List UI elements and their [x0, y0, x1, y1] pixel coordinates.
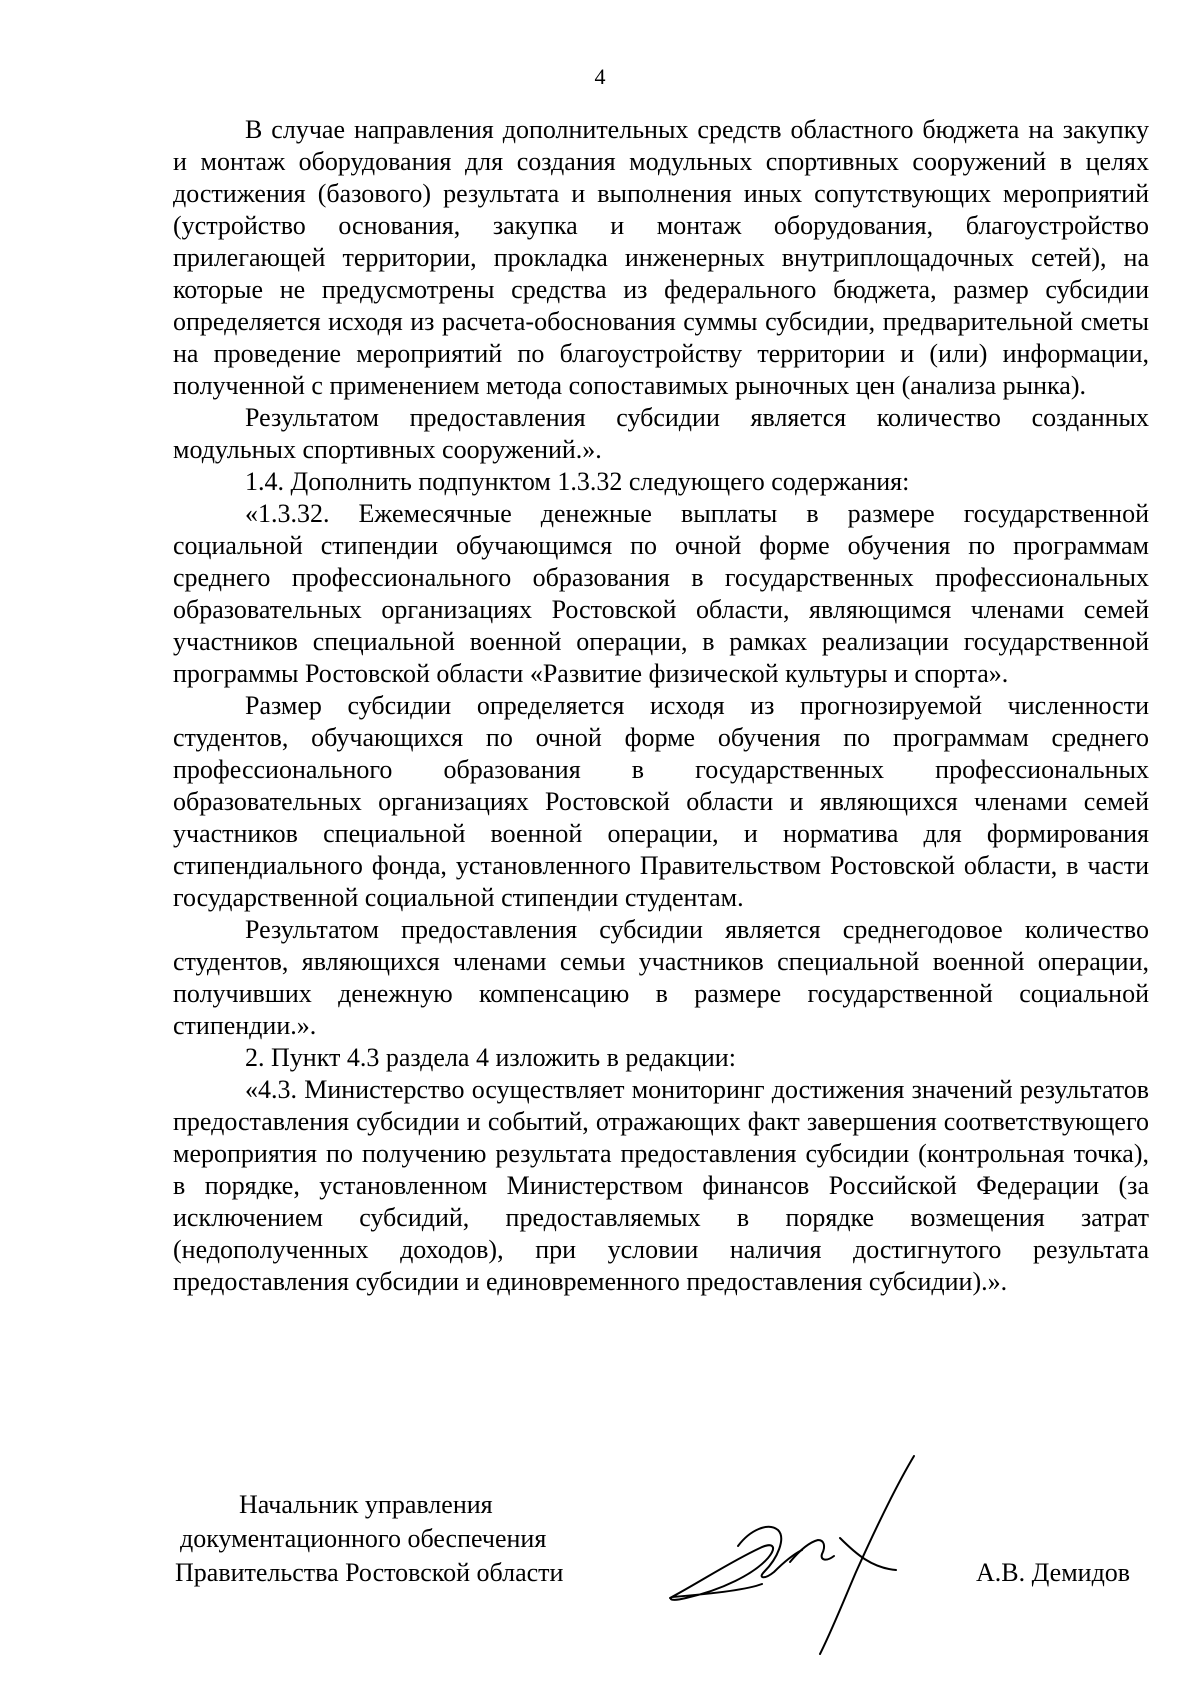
- paragraph-result-students: Результатом предоставления субсидии является среднегодовое количество студентов, являющихся членами семьи участников специальной военной операции, получивших денежную компенсацию в размере государственной социальной стипендии.».: [173, 915, 1149, 1040]
- signer-position-line-3: Правительства Ростовской области: [175, 1558, 564, 1587]
- page-number: 4: [594, 64, 606, 89]
- signer-name: А.В. Демидов: [976, 1558, 1131, 1587]
- document-body: [173, 114, 1149, 1298]
- paragraph-subpoint-1-3-32: «1.3.32. Ежемесячные денежные выплаты в размере государственной социальной стипендии обучающимся по очной форме обучения по программам среднего профессионального образования в государственных профессиональных образовательных организациях Ростовской области, являющимся членами семей участников специальной военной операции, в рамках реализации государственной программы Ростовской области «Развитие физической культуры и спорта».: [173, 499, 1149, 688]
- paragraph-result-modular-facilities: Результатом предоставления субсидии является количество созданных модульных спортивных сооружений.».: [173, 403, 1149, 464]
- paragraph-amendment-1-4: 1.4. Дополнить подпунктом 1.3.32 следующего содержания:: [245, 467, 910, 496]
- paragraph-amendment-2: 2. Пункт 4.3 раздела 4 изложить в редакции:: [245, 1043, 736, 1072]
- signer-position-line-1: Начальник управления: [239, 1490, 493, 1519]
- paragraph-point-4-3: «4.3. Министерство осуществляет мониторинг достижения значений результатов предоставления субсидии и событий, отражающих факт завершения соответствующего мероприятия по получению результата предоставления субсидии (контрольная точка), в порядке, установленном Министерством финансов Российской Федерации (за исключением субсидий, предоставляемых в порядке возмещения затрат (недополученных доходов), при условии наличия достигнутого результата предоставления субсидии и единовременного предоставления субсидии).».: [173, 1075, 1149, 1296]
- handwritten-signature: [660, 1450, 950, 1660]
- paragraph-subsidy-size: Размер субсидии определяется исходя из прогнозируемой численности студентов, обучающихся по очной форме обучения по программам среднего профессионального образования в государственных профессиональных образовательных организациях Ростовской области и являющихся членами семей участников специальной военной операции, и норматива для формирования стипендиального фонда, установленного Правительством Ростовской области, в части государственной социальной стипендии студентам.: [173, 691, 1149, 912]
- signer-position: [175, 1488, 595, 1590]
- signer-position-line-2: документационного обеспечения: [180, 1524, 547, 1553]
- paragraph-additional-funds: В случае направления дополнительных средств областного бюджета на закупку и монтаж оборудования для создания модульных спортивных сооружений в целях достижения (базового) результата и выполнения иных сопутствующих мероприятий (устройство основания, закупка и монтаж оборудования, благоустройство прилегающей территории, прокладка инженерных внутриплощадочных сетей), на которые не предусмотрены средства из федерального бюджета, размер субсидии определяется исходя из расчета-обоснования суммы субсидии, предварительной сметы на проведение мероприятий по благоустройству территории и (или) информации, полученной с применением метода сопоставимых рыночных цен (анализа рынка).: [173, 115, 1149, 400]
